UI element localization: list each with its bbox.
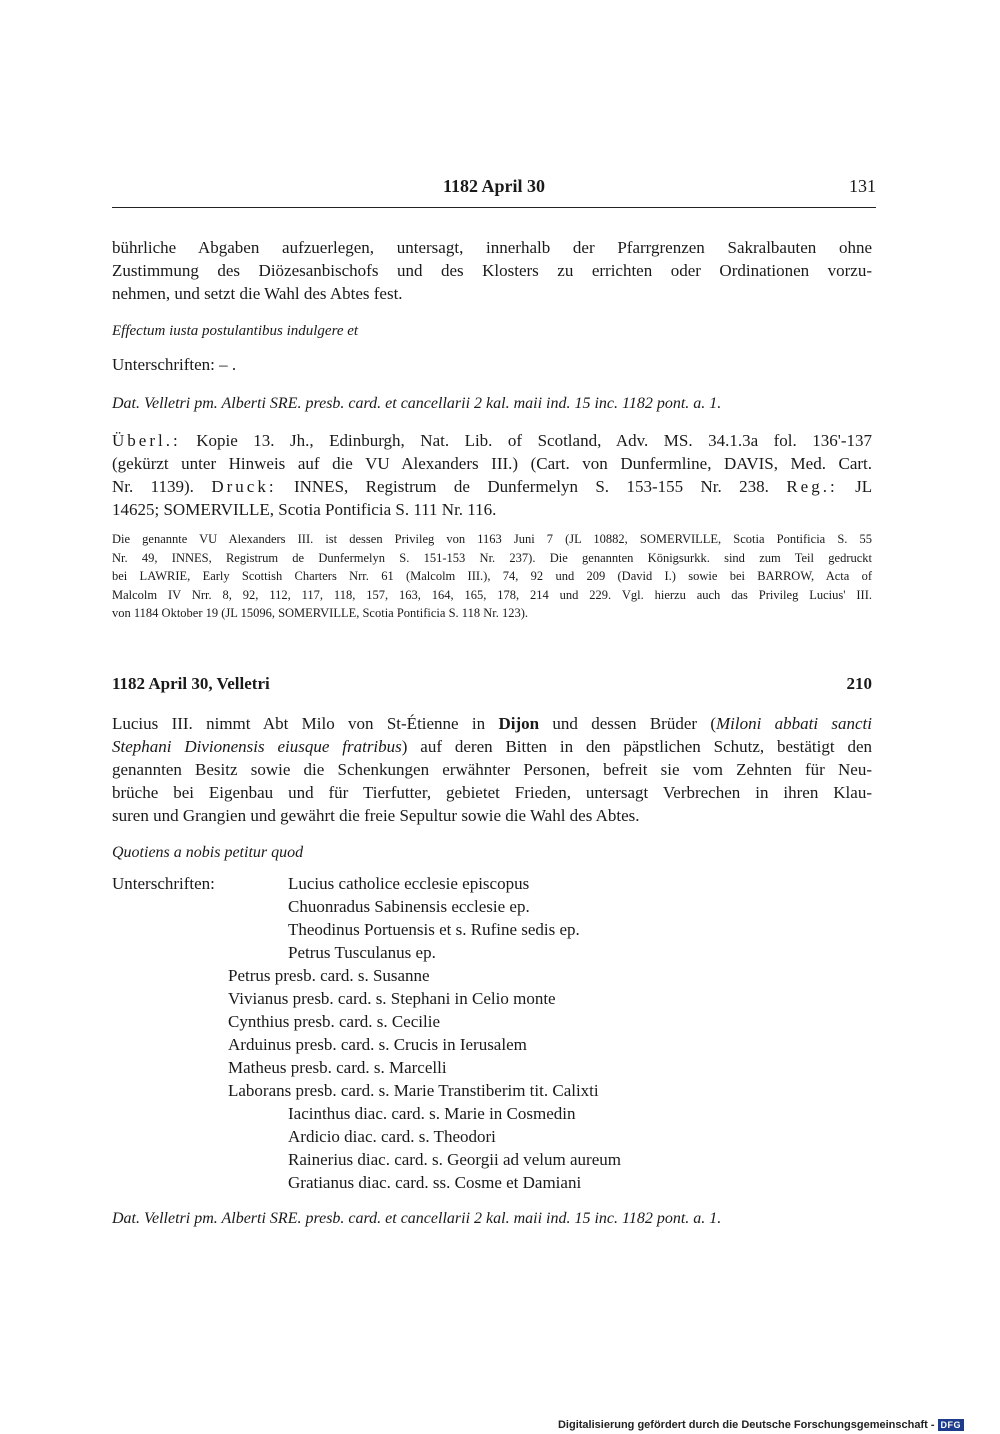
prev-commentary (112, 530, 872, 623)
prev-regest-line: bührliche Abgaben aufzuerlegen, untersagt, innerhalb der Pfarrgrenzen Sakralbauten ohne (112, 238, 872, 257)
regest-quote: Stephani Divionensis eiusque fratribus (112, 737, 402, 756)
commentary-line: bei LAWRIE, Early Scottish Charters Nrr. 61 (Malcolm III.), 74, 92 und 209 (David I.) sowie bei BARROW, Acta of (112, 569, 872, 583)
signature-bishop: Theodinus Portuensis et s. Rufine sedis ep. (288, 920, 580, 939)
text-reg: JL (855, 477, 873, 496)
running-head (112, 176, 876, 206)
signature-priest: Arduinus presb. card. s. Crucis in Ierusalem (228, 1035, 527, 1054)
dfg-logo-icon: DFG (938, 1419, 965, 1431)
regest-line: genannten Besitz sowie die Schenkungen erwähnter Personen, befreit sie vom Zehnten für Neu- (112, 760, 872, 779)
footer-credit-text: Digitalisierung gefördert durch die Deutsche Forschungsgemeinschaft - (557, 1419, 935, 1431)
regest-line: brüche bei Eigenbau und für Tierfutter, gebietet Frieden, untersagt Verbrechen in ihren Klau- (112, 783, 872, 802)
regest-text: ) auf deren Bitten in den päpstlichen Schutz, bestätigt den (401, 737, 872, 756)
signature-list (0, 874, 1000, 1194)
commentary-line: Malcolm IV Nrr. 8, 92, 112, 117, 118, 157, 163, 164, 165, 178, 214 und 229. Vgl. hierzu auch das Privileg Lucius' III. (112, 587, 872, 602)
page-number: 131 (849, 176, 876, 196)
prev-regest-line: Zustimmung des Diözesanbischofs und des Klosters zu errichten oder Ordinationen vorzu- (112, 261, 872, 280)
regest-line (112, 735, 872, 758)
commentary-line: Die genannte VU Alexanders III. ist dessen Privileg von 1163 Juni 7 (JL 10882, SOMERVILLE, Scotia Pontificia S. 55 (112, 532, 872, 546)
signature-deacon: Iacinthus diac. card. s. Marie in Cosmedin (288, 1104, 576, 1123)
regest-quote: Miloni abbati sancti (716, 714, 872, 733)
prev-signatures: Unterschriften: – . (112, 355, 237, 374)
prev-transmission (112, 429, 872, 521)
transmission-line-3 (112, 475, 872, 498)
transmission-line-4: 14625; SOMERVILLE, Scotia Pontificia S. 111 Nr. 116. (112, 500, 497, 519)
document-number: 210 (846, 674, 872, 693)
label-reg: Reg.: (786, 477, 838, 496)
commentary-line: Nr. 49, INNES, Registrum de Dunfermelyn S. 151-153 Nr. 237). Die genannten Königsurkk. sind zum Teil gedruckt (112, 550, 872, 565)
signature-priest: Matheus presb. card. s. Marcelli (228, 1058, 447, 1077)
signature-bishop: Chuonradus Sabinensis ecclesie ep. (288, 897, 530, 916)
prev-regest-line: nehmen, und setzt die Wahl des Abtes fest. (112, 284, 403, 303)
transmission-line-2: (gekürzt unter Hinweis auf die VU Alexanders III.) (Cart. von Dunfermline, DAVIS, Med. Cart. (112, 454, 872, 473)
signature-priest: Cynthius presb. card. s. Cecilie (228, 1012, 440, 1031)
signature-priest: Petrus presb. card. s. Susanne (228, 966, 430, 985)
regest-text: Lucius III. nimmt Abt Milo von St-Étienne in (112, 714, 486, 733)
signature-pope: Lucius catholice ecclesie episcopus (288, 874, 530, 893)
prev-incipit: Effectum iusta postulantibus indulgere et (112, 323, 359, 339)
label-ueberl: Überl.: (112, 431, 181, 450)
signatures-label: Unterschriften: (112, 874, 215, 893)
document-datum: Dat. Velletri pm. Alberti SRE. presb. card. et cancellarii 2 kal. maii ind. 15 inc. 1182 pont. a. 1. (112, 1210, 722, 1227)
prev-datum: Dat. Velletri pm. Alberti SRE. presb. card. et cancellarii 2 kal. maii ind. 15 inc. 1182 pont. a. 1. (112, 395, 722, 412)
regest-line: suren und Grangien und gewährt die freie Sepultur sowie die Wahl des Abtes. (112, 806, 640, 825)
document-incipit: Quotiens a nobis petitur quod (112, 844, 304, 861)
text-ueberl-end: Nr. 1139). (112, 477, 194, 496)
regest-line (112, 712, 872, 735)
signature-deacon: Rainerius diac. card. s. Georgii ad velum aureum (288, 1150, 621, 1169)
document-regest (112, 712, 872, 827)
document-heading (112, 674, 872, 698)
footer-credit (558, 1419, 964, 1431)
transmission-line-1 (112, 429, 872, 452)
regest-text: und dessen Brüder ( (552, 714, 716, 733)
prev-regest (112, 236, 872, 305)
header-rule (112, 207, 876, 208)
signature-bishop: Petrus Tusculanus ep. (288, 943, 436, 962)
text-druck: INNES, Registrum de Dunfermelyn S. 153-155 Nr. 238. (293, 477, 769, 496)
signature-priest: Vivianus presb. card. s. Stephani in Celio monte (228, 989, 556, 1008)
document-date-place: 1182 April 30, Velletri (112, 674, 270, 693)
label-druck: Druck: (211, 477, 277, 496)
signature-deacon: Ardicio diac. card. s. Theodori (288, 1127, 496, 1146)
text-ueberl: Kopie 13. Jh., Edinburgh, Nat. Lib. of Scotland, Adv. MS. 34.1.3a fol. 136'-137 (196, 431, 873, 450)
signature-deacon: Gratianus diac. card. ss. Cosme et Damiani (288, 1173, 582, 1192)
signature-priest: Laborans presb. card. s. Marie Transtiberim tit. Calixti (228, 1081, 599, 1100)
regest-place: Dijon (498, 714, 540, 733)
running-title: 1182 April 30 (442, 176, 545, 196)
commentary-line: von 1184 Oktober 19 (JL 15096, SOMERVILLE, Scotia Pontificia S. 118 Nr. 123). (112, 606, 528, 620)
